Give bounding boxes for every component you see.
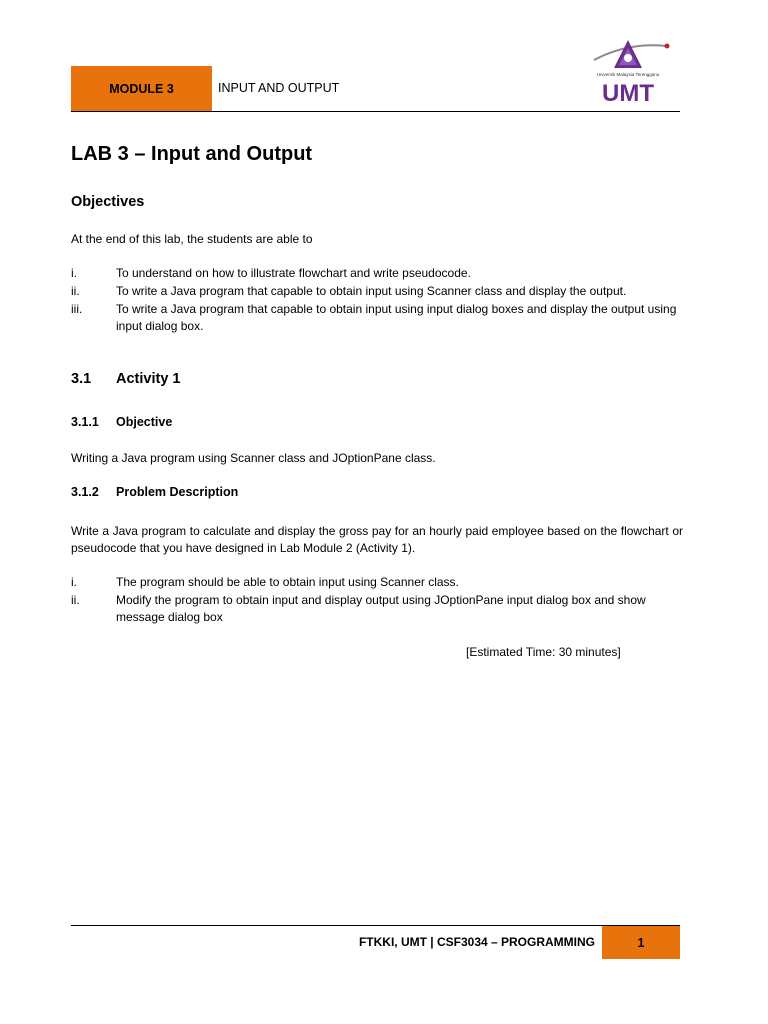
subsection-title: Problem Description (116, 485, 239, 499)
footer-divider (71, 925, 680, 926)
list-text: The program should be able to obtain input using Scanner class. (116, 575, 459, 589)
list-number: ii. (71, 284, 80, 298)
list-number: iii. (71, 302, 83, 316)
subsection-number: 3.1.1 (71, 415, 99, 429)
list-text: To write a Java program that capable to obtain input using Scanner class and display the output. (116, 284, 627, 298)
header-divider (71, 111, 680, 112)
list-text: To write a Java program that capable to obtain input using input dialog boxes and display the output using input dialog box. (116, 302, 677, 333)
module-tab (71, 66, 212, 112)
subsection-number: 3.1.2 (71, 485, 99, 499)
section-heading (71, 371, 683, 391)
subsection-heading (71, 415, 683, 433)
module-label: MODULE 3 (109, 82, 174, 96)
page-number: 1 (637, 935, 645, 950)
module-title: INPUT AND OUTPUT (218, 81, 340, 95)
list-item (71, 574, 683, 591)
list-text: To understand on how to illustrate flowchart and write pseudocode. (116, 266, 471, 280)
list-number: ii. (71, 593, 80, 607)
problem-text: Write a Java program to calculate and display the gross pay for an hourly paid employee based on the flowchart or pseudocode that you have designed in Lab Module 2 (Activity 1). (71, 524, 683, 555)
svg-text:Universiti Malaysia Terengganu: Universiti Malaysia Terengganu (596, 72, 660, 77)
list-item (71, 301, 683, 335)
page-title: LAB 3 – Input and Output (71, 143, 313, 165)
objective-text: Writing a Java program using Scanner class and JOptionPane class. (71, 451, 436, 465)
objectives-heading: Objectives (71, 194, 145, 210)
page-number-box (602, 926, 680, 959)
section-number: 3.1 (71, 371, 92, 387)
list-item (71, 283, 683, 300)
estimated-time: [Estimated Time: 30 minutes] (466, 645, 621, 659)
list-number: i. (71, 266, 77, 280)
umt-logo (584, 38, 672, 104)
section-title: Activity 1 (116, 371, 181, 387)
footer-course: FTKKI, UMT | CSF3034 – PROGRAMMING (358, 935, 595, 949)
list-item (71, 592, 683, 626)
objectives-intro: At the end of this lab, the students are able to (71, 232, 313, 246)
list-text: Modify the program to obtain input and display output using JOptionPane input dialog box and show message dialog box (116, 593, 646, 624)
list-number: i. (71, 575, 77, 589)
subsection-heading (71, 485, 683, 503)
svg-text:UMT: UMT (602, 80, 654, 104)
list-item (71, 265, 683, 282)
subsection-title: Objective (116, 415, 173, 429)
